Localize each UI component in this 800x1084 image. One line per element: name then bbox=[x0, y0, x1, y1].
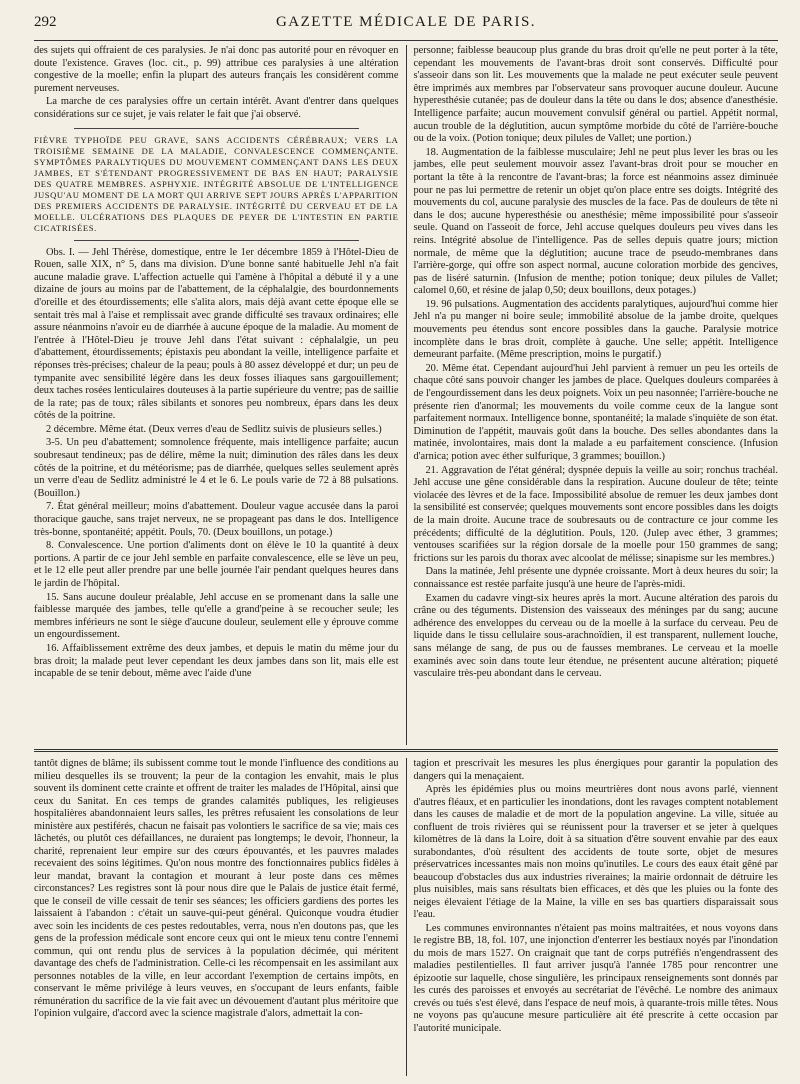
observation-paragraph: 8. Convalescence. Une portion d'aliments dont on élève le 10 la quantité à deux portions. A partir de ce jour Jehl semble en parfaite convalescence, elle se lève un peu, et le 12 elle peut aller prendre par une belle journée l'air pendant quelques heures dans le jardin de l'hôpital. bbox=[34, 540, 399, 589]
observation-paragraph: 19. 96 pulsations. Augmentation des accidents paralytiques, aujourd'hui comme hier Jehl n'a pu manger ni boire seule; immobilité absolue de la jambe droite, quelques mouvements peu étendus sont encore possibles dans la gauche. Paralysie motrice incomplète dans le bras droit, complète à gauche. Une selle; appétit. Intelligence demeurant parfaite. (Même prescription, moins le purgatif.) bbox=[413, 298, 778, 361]
observation-paragraph: Obs. I. — Jehl Thérèse, domestique, entre le 1er décembre 1859 à l'Hôtel-Dieu de Rouen, salle XIX, n° 5, dans ma division. D'une bonne santé habituelle Jehl n'a fait aucune maladie grave. L'affection actuelle qui l'amène à l'hôpital a débuté il y a une dizaine de jours au moins par de l'abattement, de la céphalalgie, des bourdonnements d'oreille et des étourdissements; elle s'alita alors, mais déjà avant cette époque elle se sentait très mal à l'aise et remplissait avec grande difficulté ses travaux ordinaires; elle assure néanmoins n'avoir eu de diarrhée à aucune époque de la maladie. Au moment de l'entrée à l'Hôtel-Dieu je trouve Jehl dans l'état suivant : céphalalgie, un peu d'abattement, étourdissements; épistaxis peu abondant la veille, intelligence parfaite et réponses très-précises; chaleur de la peau; pouls à 80 assez développé et dur; un peu de tympanite avec sensibilité légère dans les deux fosses iliaques sans gargouillement; deux taches rosées lenticulaires douteuses à la partie supérieure du ventre; pas de saillie de la rate; pas de toux; râles sibilants et sonores peu nombreux, épars dans les deux côtés de la poitrine. bbox=[34, 246, 399, 422]
observation-paragraph: 21. Aggravation de l'état général; dyspnée depuis la veille au soir; ronchus trachéal. Jehl accuse une gêne considérable dans la respiration. Aucune douleur de tête; teinte violacée des lèvres et de la face. Impossibilité absolue de remuer les deux jambes dont la sensibilité est conservée; quelques mouvements sont encore possibles dans les doigts de la main droite. Aucune trace de soubresauts ou de contracture ce jour comme les précédents; difficulté de la déglutition. Pouls, 120. (Julep avec éther, 3 grammes; ventouses scarifiées sur la région dorsale de la moelle pour 150 grammes de sang; frictions sur les parois du thorax avec alcoolat de mélisse; sinapisme sur les membres.) bbox=[413, 464, 778, 564]
observation-paragraph: 15. Sans aucune douleur préalable, Jehl accuse en se promenant dans la salle une faiblesse marquée des jambes, telle qu'elle a grand'peine à se recoucher seule; les membres inférieurs ne sont le siège d'aucune douleur, seulement elle y éprouve comme un engourdissement. bbox=[34, 591, 399, 641]
feuilleton-paragraph: Les communes environnantes n'étaient pas moins maltraitées, et nous voyons dans le registre BB, 18, fol. 107, une injonction d'enterrer les bestiaux noyés par l'inondation du mois de mars 1527. On craignait que tant de corps putréfiés n'engendrassent des maladies pestilentielles. Il faut arriver jusqu'à l'année 1785 pour rencontrer une épizootie sur laquelle, chose singulière, les principaux renseignements sont donnés par les curés des paroisses et envoyés au secrétariat de l'évêché. Le nombre des animaux crevés ou tués s'est élevé, dans l'espace de neuf mois, à quarante-trois mille têtes. Nous ne voyons pas qu'aucune mesure particulière ait été prescrite à cette occasion par l'autorité municipale. bbox=[413, 922, 778, 1034]
page-number: 292 bbox=[34, 14, 57, 30]
feuilleton-left-column bbox=[34, 758, 399, 1076]
observation-paragraph: 20. Même état. Cependant aujourd'hui Jehl parvient à remuer un peu les orteils de chaque côté sans pouvoir changer les jambes de place. Quelques douleurs comparées à de l'engourdissement dans les deux poignets. Voix un peu nasonnée; l'arrière-bouche ne présente rien d'anormal; les mouvements du voile comme ceux de la langue sont parfaitement normaux. Intelligence bonne, spontanéité; la malade s'inquiète de son état. Diminution de l'appétit, mauvais goût dans la bouche. Des selles abondantes dans la matinée, involontaires, mais dont la malade a eu parfaitement conscience. (Infusion d'arnica; potion avec éther sulfurique, 3 grammes; bouillon.) bbox=[413, 362, 778, 462]
column-rule bbox=[406, 758, 407, 1076]
observation-paragraph: 16. Affaiblissement extrême des deux jambes, et depuis le matin du même jour du bras droit; la malade peut lever cependant les deux jambes dans son lit, mais elle est incapable de se tenir debout, même avec l'aide d'une bbox=[34, 642, 399, 680]
intro-paragraph: des sujets qui offraient de ces paralysies. Je n'ai donc pas autorité pour en révoquer en doute l'existence. Graves (loc. cit., p. 99) attribue ces paralysies à une altération congestive de la moelle; enfin la plupart des auteurs français les considèrent comme purement nerveuses. bbox=[34, 45, 399, 94]
observation-paragraph: 2 décembre. Même état. (Deux verres d'eau de Sedlitz suivis de plusieurs selles.) bbox=[46, 423, 382, 435]
top-left-column bbox=[34, 45, 399, 745]
feuilleton-section bbox=[34, 758, 778, 1076]
autopsy-paragraph: Examen du cadavre vingt-six heures après la mort. Aucune altération des parois du crâne ou des téguments. Distension des vaisseaux des méninges par du sang; aucune adhérence des enveloppes du cerveau ou de la moelle à la surface du cerveau. Peu de liquide dans le tissu cellulaire sous-arachnoïdien, il est transparent, nullement louche, sans mélange de sang, de pus ou de fausses membranes. Le cerveau et la moelle examinés avec soin dans toute leur étendue, ne présentent aucune altération; piqueté vasculaire très-peu abondant dans le cerveau. bbox=[413, 592, 778, 680]
column-rule bbox=[406, 45, 407, 745]
case-heading: FIÈVRE TYPHOÏDE PEU GRAVE, SANS ACCIDENTS CÉRÉBRAUX; VERS LA TROISIÈME SEMAINE DE LA MALADIE, CONVALESCENCE COMMENÇANTE. SYMPTÔMES PARALYTIQUES DU MOUVEMENT COMMENÇANT DANS LES DEUX JAMBES, ET S'ÉTENDANT PROGRESSIVEMENT DE BAS EN HAUT; PARALYSIE DES QUATRE MEMBRES. ASPHYXIE. INTÉGRITÉ ABSOLUE DE L'INTELLIGENCE JUSQU'AU MOMENT DE LA MORT QUI ARRIVE SEPT JOURS APRÈS L'APPARITION DES PREMIERS ACCIDENTS DE PARALYSIE. INTÉGRITÉ DU CERVEAU ET DE LA MOELLE. ULCÉRATIONS DES PLAQUES DE PEYER DE L'INTESTIN EN PARTIE CICATRISÉES. bbox=[34, 134, 399, 233]
observation-paragraph: 7. État général meilleur; moins d'abattement. Douleur vague accusée dans la paroi thoracique gauche, sans trajet nerveux, ne se propageant pas dans le dos. Intelligence très-bonne, spontanéité; appétit. Pouls, 70. (Deux bouillons, un potage.) bbox=[34, 501, 399, 538]
observation-paragraph: personne; faiblesse beaucoup plus grande du bras droit qu'elle ne peut porter à la tête, cependant les mouvements de l'avant-bras droit sont conservés. Difficulté pour s'asseoir dans son lit. Les mouvements que la malade ne peut exécuter seule peuvent être imprimés aux membres par l'observateur sans provoquer aucune douleur. Aucune hyperesthésie cutanée; pas de douleur dans la tête ou dans le dos; absence d'anesthésie. Intelligence parfaite; aucun mouvement convulsif général ou partiel. Appétit normal, aucun trouble de la déglutition, aucun symptôme morbide du côté de l'arrière-bouche ou de la voix. (Potion tonique; deux pilules de Vallet; une portion.) bbox=[413, 45, 778, 145]
feuilleton-paragraph: tantôt dignes de blâme; ils subissent comme tout le monde l'influence des conditions au milieu desquelles ils se trouvent; la peur de la contagion les envahit, mais le plus souvent ils dominent cette crainte et offrent de traiter les malades de l'Hôpital, ainsi que ceux du Sanitat. En ces temps de grandes calamités publiques, les religieuses hospitalières abandonnaient leurs salles, les prêtres refusaient les consolations de leur ministère aux pestiférés, chacun ne faisait pas volontiers le sacrifice de sa vie; mais ces lâchetés, ou plutôt ces défaillances, ne duraient pas longtemps; le devoir, l'honneur, la charité, reprenaient leur empire sur des cœurs épouvantés, et les pauvres malades recevaient des soins légitimes. Qu'on nous montre des fonctionnaires publics fidèles à leur mandat, bravant la contagion et mourant à leur poste dans ces mêmes circonstances? Les registres sont là pour nous dire que le Palais de justice était fermé, que le conseil de ville cessait de tenir ses séances; les officiers gardiens des portes les laissaient à l'abandon : c'était un sauve-qui-peut général. Quiconque voudra étudier avec soin les incidents de ces pestes redoutables, verra, nous n'en doutons pas, que les gens de la profession médicale sont encore ceux qui ont le mieux tenu contre l'ennemi commun, qui ont rendu plus de services à la population décimée, qui méritent davantage des chefs de l'administration. Celle-ci les récompensait en les assimilant aux personnes notables de la ville, en leur accordant l'exemption de certains impôts, en conservant le même privilége à leurs veuves, en s'occupant de leurs enfants, faible rémunération du sacrifice de la vie fait avec un dévouement d'autant plus méritoire que l'opinion vulgaire, d'accord avec la science magistrale d'alors, admettait la con- bbox=[34, 758, 399, 1019]
section-divider bbox=[74, 128, 359, 129]
page-header bbox=[34, 14, 778, 41]
running-title: GAZETTE MÉDICALE DE PARIS. bbox=[275, 14, 537, 30]
intro-paragraph: La marche de ces paralysies offre un certain intérêt. Avant d'entrer dans quelques considérations sur ce sujet, je vais relater le fait que j'ai observé. bbox=[34, 96, 399, 120]
feuilleton-right-column bbox=[413, 758, 778, 1076]
observation-paragraph: Dans la matinée, Jehl présente une dypnée croissante. Mort à deux heures du soir; la connaissance est restée parfaite jusqu'à une heure de l'après-midi. bbox=[413, 566, 778, 590]
feuilleton-rule bbox=[34, 749, 778, 752]
feuilleton-paragraph: tagion et prescrivait les mesures les plus énergiques pour garantir la population des dangers qui la menaçaient. bbox=[413, 758, 778, 782]
observation-paragraph: 3-5. Un peu d'abattement; somnolence fréquente, mais intelligence parfaite; aucun soubresaut tendineux; pas de délire, même la nuit; diminution des râles dans les deux côtés de la poitrine, et du météorisme; pas de diarrhée, quelques selles seulement après un verre d'eau de Sedlitz administré le 4 et le 6. Le pouls varie de 72 à 88 pulsations. (Bouillon.) bbox=[34, 437, 399, 499]
observation-paragraph: 18. Augmentation de la faiblesse musculaire; Jehl ne peut plus lever les bras ou les jambes, elle peut seulement mouvoir assez l'avant-bras droit pour se moucher en portant la tête à la rencontre de l'avant-bras; la force est néanmoins assez diminuée pour ne pas lui permettre de retenir un objet qu'on place entre ses doigts. Intégrité des mouvements du col, aucune paralysie des muscles de la face. Pas de douleurs de tête ni dans le dos; aucune hyperesthésie ou anesthésie; même impossibilité pour s'asseoir seule. Quand on l'asseoit de force, Jehl accuse quelques douleurs peu vives dans les reins. Intégrité absolue de l'intelligence. Pas de selles depuis quatre jours; miction normale, de même que la déglutition; aucune trace de pseudo-membranes dans l'arrière-gorge, qui offre son aspect normal, aucune coloration morbide des gencives, pas de liséré saturnin. (Infusion de menthe; potion tonique; deux pilules de Vallet; calomel 0,60, et résine de jalap 0,50; deux bouillons, deux potages.) bbox=[413, 146, 778, 297]
section-divider bbox=[74, 240, 359, 241]
top-right-column bbox=[413, 45, 778, 745]
feuilleton-paragraph: Après les épidémies plus ou moins meurtrières dont nous avons parlé, viennent d'autres fléaux, et en particulier les inondations, dont les ravages comptent notablement dans les causes de maladie et de mort de la population angevine. La ville, située au confluent de trois rivières qui se réunissent pour la traverser et se jeter à quelques kilomètres de là dans la Loire, doit à sa situation d'être souvent envahie par des eaux surabondantes, d'où résultent des accidents de toute sorte, objet de mesures préservatrices incessantes mais non moins qu'inutiles. Le cours des eaux était gêné par beaucoup d'obstacles dus aux industries riveraines; la mairie ordonnait de détruire les plus nuisibles, mais sans résultats bien efficaces, et dès que les pluies ou la fonte des neiges élevaient l'étiage de la Maine, la ville en ses bas quartiers disparaissait sous l'eau. bbox=[413, 784, 778, 920]
top-section bbox=[34, 45, 778, 745]
